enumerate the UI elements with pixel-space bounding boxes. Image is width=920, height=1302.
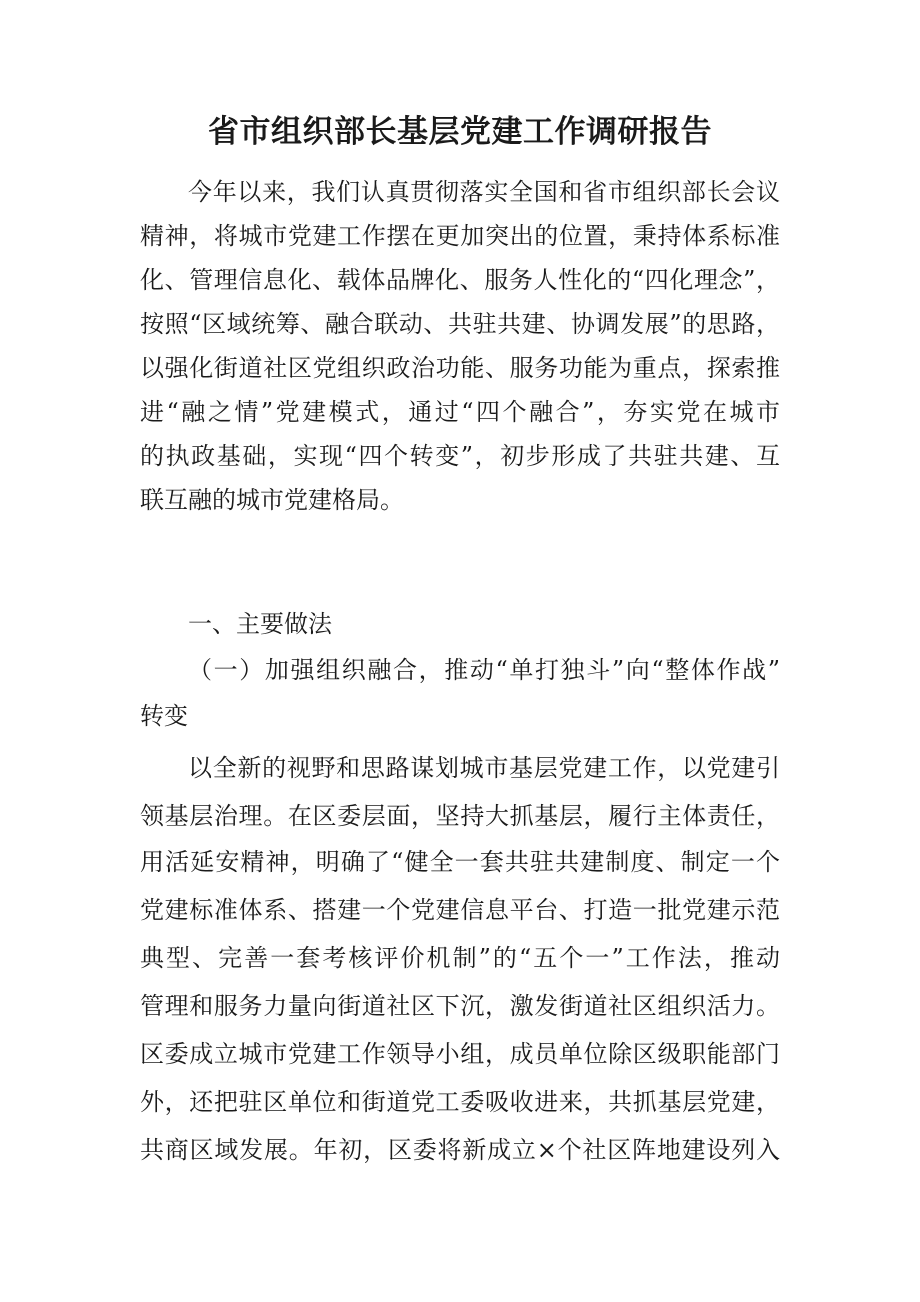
body-line: 党建标准体系、搭建一个党建信息平台、打造一批党建示范: [140, 896, 780, 924]
intro-line: 以强化街道社区党组织政治功能、服务功能为重点，探索推: [140, 354, 780, 382]
body-line: 用活延安精神，明确了“健全一套共驻共建制度、制定一个: [140, 848, 780, 876]
subsection-heading-line: （一）加强组织融合，推动“单打独斗”向“整体作战”: [188, 656, 780, 684]
intro-line: 的执政基础，实现“四个转变”，初步形成了共驻共建、互: [140, 442, 780, 470]
intro-line: 进“融之情”党建模式，通过“四个融合”，夯实党在城市: [140, 398, 780, 426]
body-line: 区委成立城市党建工作领导小组，成员单位除区级职能部门: [140, 1040, 780, 1068]
subsection-heading-line: 转变: [140, 702, 188, 730]
intro-line: 今年以来，我们认真贯彻落实全国和省市组织部长会议: [188, 178, 780, 206]
body-line: 领基层治理。在区委层面，坚持大抓基层，履行主体责任，: [140, 802, 780, 830]
intro-line: 联互融的城市党建格局。: [140, 486, 404, 514]
body-line: 典型、完善一套考核评价机制”的“五个一”工作法，推动: [140, 944, 780, 972]
section-heading: 一、主要做法: [188, 610, 332, 638]
intro-line: 化、管理信息化、载体品牌化、服务人性化的“四化理念”，: [140, 266, 780, 294]
intro-line: 精神，将城市党建工作摆在更加突出的位置，秉持体系标准: [140, 222, 780, 250]
intro-line: 按照“区域统筹、融合联动、共驻共建、协调发展”的思路，: [140, 310, 780, 338]
body-line: 共商区域发展。年初，区委将新成立×个社区阵地建设列入: [140, 1136, 780, 1164]
body-line: 外，还把驻区单位和街道党工委吸收进来，共抓基层党建，: [140, 1088, 780, 1116]
document-title: 省市组织部长基层党建工作调研报告: [208, 114, 712, 150]
body-line: 以全新的视野和思路谋划城市基层党建工作，以党建引: [188, 754, 780, 782]
body-line: 管理和服务力量向街道社区下沉，激发街道社区组织活力。: [140, 992, 780, 1020]
